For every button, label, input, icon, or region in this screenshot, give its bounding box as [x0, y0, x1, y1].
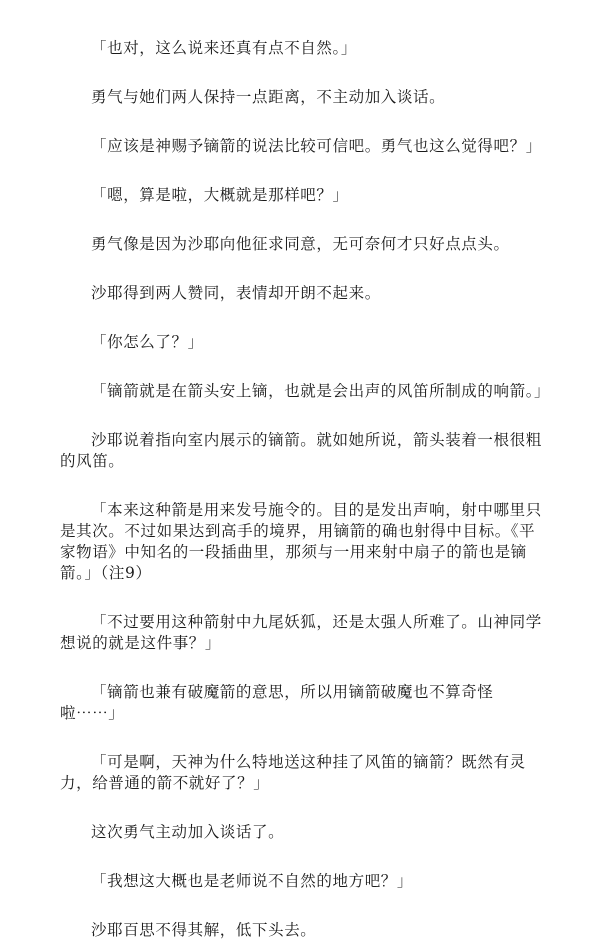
- paragraph: 「本来这种箭是用来发号施令的。目的是发出声响，射中哪里只是其次。不过如果达到高手的境界，用镝箭的确也射得中目标。《平家物语》中知名的一段插曲里，那须与一用来射中扇子的箭也是镝箭。」（注9）: [60, 501, 542, 582]
- paragraph: 「镝箭也兼有破魔箭的意思，所以用镝箭破魔也不算奇怪啦⋯⋯」: [60, 683, 494, 722]
- paragraph: 「应该是神赐予镝箭的说法比较可信吧。勇气也这么觉得吧？」: [91, 137, 542, 155]
- paragraph: 「也对，这么说来还真有点不自然。」: [91, 39, 357, 57]
- paragraph: 「嗯，算是啦，大概就是那样吧？」: [91, 186, 349, 204]
- paragraph: 沙耶得到两人赞同，表情却开朗不起来。: [91, 284, 381, 302]
- paragraph: 「可是啊，天神为什么特地送这种挂了风笛的镝箭？既然有灵力，给普通的箭不就好了？」: [60, 753, 526, 792]
- paragraph: 沙耶百思不得其解，低下头去。: [91, 921, 317, 939]
- paragraph: 沙耶说着指向室内展示的镝箭。就如她所说，箭头装着一根很粗的风笛。: [60, 431, 542, 470]
- paragraph: 勇气与她们两人保持一点距离，不主动加入谈话。: [91, 88, 446, 106]
- paragraph: 勇气像是因为沙耶向他征求同意，无可奈何才只好点点头。: [91, 235, 510, 253]
- paragraph: 这次勇气主动加入谈话了。: [91, 823, 285, 841]
- paragraph: 「你怎么了？」: [91, 333, 204, 351]
- paragraph: 「镝箭就是在箭头安上镝，也就是会出声的风笛所制成的响箭。」: [91, 382, 551, 400]
- paragraph: 「我想这大概也是老师说不自然的地方吧？」: [91, 872, 414, 890]
- paragraph: 「不过要用这种箭射中九尾妖狐，还是太强人所难了。山神同学想说的就是这件事？」: [60, 613, 542, 652]
